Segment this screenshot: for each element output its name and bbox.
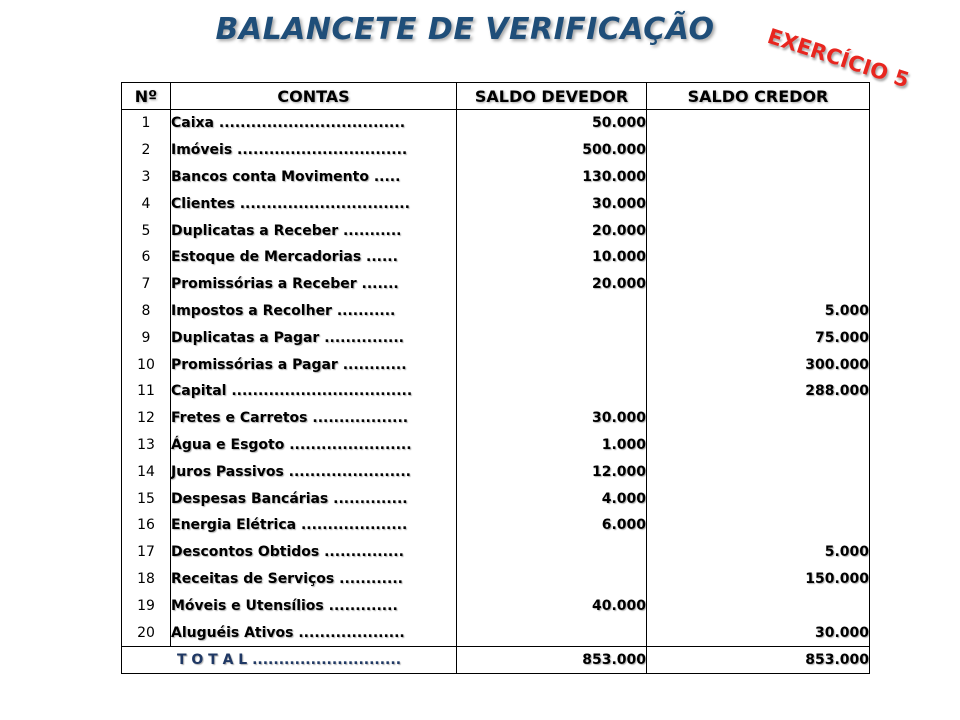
- debit-balance: [457, 378, 647, 405]
- total-row: [122, 646, 870, 673]
- row-number: 2: [122, 137, 171, 164]
- table-row: [122, 378, 870, 405]
- row-number: 10: [122, 351, 171, 378]
- table-row: [122, 485, 870, 512]
- table-row: [122, 619, 870, 646]
- account-name: Aluguéis Ativos ....................: [171, 619, 457, 646]
- table-row: [122, 244, 870, 271]
- debit-balance: 20.000: [457, 271, 647, 298]
- account-name: Energia Elétrica ....................: [171, 512, 457, 539]
- table-row: [122, 190, 870, 217]
- header-accounts: CONTAS: [171, 83, 457, 110]
- row-number: 8: [122, 298, 171, 325]
- account-name: Imóveis ................................: [171, 137, 457, 164]
- credit-balance: [647, 137, 870, 164]
- table-row: [122, 512, 870, 539]
- credit-balance: 30.000: [647, 619, 870, 646]
- row-number: 7: [122, 271, 171, 298]
- table-row: [122, 137, 870, 164]
- table-row: [122, 351, 870, 378]
- total-debit: 853.000: [457, 646, 647, 673]
- header-number: Nº: [122, 83, 171, 110]
- total-credit: 853.000: [647, 646, 870, 673]
- credit-balance: [647, 512, 870, 539]
- account-name: Estoque de Mercadorias ......: [171, 244, 457, 271]
- account-name: Impostos a Recolher ...........: [171, 298, 457, 325]
- credit-balance: [647, 244, 870, 271]
- credit-balance: [647, 164, 870, 191]
- credit-balance: 288.000: [647, 378, 870, 405]
- header-credit-balance: SALDO CREDOR: [647, 83, 870, 110]
- debit-balance: 4.000: [457, 485, 647, 512]
- debit-balance: 20.000: [457, 217, 647, 244]
- table-row: [122, 566, 870, 593]
- account-name: Juros Passivos .......................: [171, 458, 457, 485]
- trial-balance-table: [121, 82, 870, 674]
- exercise-label: EXERCÍCIO 5: [764, 24, 913, 93]
- debit-balance: [457, 566, 647, 593]
- table-row: [122, 592, 870, 619]
- account-name: Capital ..................................: [171, 378, 457, 405]
- debit-balance: 10.000: [457, 244, 647, 271]
- table-row: [122, 110, 870, 137]
- account-name: Água e Esgoto .......................: [171, 432, 457, 459]
- table-row: [122, 298, 870, 325]
- row-number: 17: [122, 539, 171, 566]
- row-number: 16: [122, 512, 171, 539]
- page-title: BALANCETE DE VERIFICAÇÃO: [215, 12, 715, 47]
- account-name: Descontos Obtidos ...............: [171, 539, 457, 566]
- credit-balance: [647, 432, 870, 459]
- debit-balance: 130.000: [457, 164, 647, 191]
- debit-balance: [457, 619, 647, 646]
- credit-balance: 150.000: [647, 566, 870, 593]
- row-number: 13: [122, 432, 171, 459]
- account-name: Fretes e Carretos ..................: [171, 405, 457, 432]
- account-name: Clientes ................................: [171, 190, 457, 217]
- table-row: [122, 217, 870, 244]
- account-name: Promissórias a Receber .......: [171, 271, 457, 298]
- credit-balance: [647, 190, 870, 217]
- credit-balance: [647, 271, 870, 298]
- row-number: 9: [122, 324, 171, 351]
- table-row: [122, 539, 870, 566]
- table-row: [122, 405, 870, 432]
- debit-balance: 30.000: [457, 190, 647, 217]
- debit-balance: 1.000: [457, 432, 647, 459]
- table-header-row: [122, 83, 870, 110]
- account-name: Despesas Bancárias ..............: [171, 485, 457, 512]
- row-number: 1: [122, 110, 171, 137]
- debit-balance: [457, 324, 647, 351]
- total-label: T O T A L ............................: [122, 646, 457, 673]
- debit-balance: 12.000: [457, 458, 647, 485]
- debit-balance: 500.000: [457, 137, 647, 164]
- row-number: 20: [122, 619, 171, 646]
- row-number: 12: [122, 405, 171, 432]
- account-name: Duplicatas a Pagar ...............: [171, 324, 457, 351]
- credit-balance: [647, 405, 870, 432]
- row-number: 14: [122, 458, 171, 485]
- credit-balance: [647, 485, 870, 512]
- row-number: 6: [122, 244, 171, 271]
- account-name: Duplicatas a Receber ...........: [171, 217, 457, 244]
- debit-balance: 30.000: [457, 405, 647, 432]
- credit-balance: [647, 592, 870, 619]
- row-number: 18: [122, 566, 171, 593]
- debit-balance: [457, 351, 647, 378]
- credit-balance: [647, 110, 870, 137]
- table-body: [122, 110, 870, 647]
- account-name: Receitas de Serviços ............: [171, 566, 457, 593]
- table-row: [122, 458, 870, 485]
- credit-balance: [647, 458, 870, 485]
- credit-balance: 5.000: [647, 298, 870, 325]
- credit-balance: 75.000: [647, 324, 870, 351]
- account-name: Promissórias a Pagar ............: [171, 351, 457, 378]
- credit-balance: 5.000: [647, 539, 870, 566]
- debit-balance: [457, 539, 647, 566]
- row-number: 19: [122, 592, 171, 619]
- row-number: 11: [122, 378, 171, 405]
- table-row: [122, 271, 870, 298]
- credit-balance: [647, 217, 870, 244]
- row-number: 5: [122, 217, 171, 244]
- debit-balance: [457, 298, 647, 325]
- header-debit-balance: SALDO DEVEDOR: [457, 83, 647, 110]
- table-row: [122, 324, 870, 351]
- row-number: 3: [122, 164, 171, 191]
- table-row: [122, 164, 870, 191]
- credit-balance: 300.000: [647, 351, 870, 378]
- table-row: [122, 432, 870, 459]
- row-number: 15: [122, 485, 171, 512]
- debit-balance: 6.000: [457, 512, 647, 539]
- debit-balance: 50.000: [457, 110, 647, 137]
- account-name: Bancos conta Movimento .....: [171, 164, 457, 191]
- row-number: 4: [122, 190, 171, 217]
- account-name: Caixa ...................................: [171, 110, 457, 137]
- account-name: Móveis e Utensílios .............: [171, 592, 457, 619]
- debit-balance: 40.000: [457, 592, 647, 619]
